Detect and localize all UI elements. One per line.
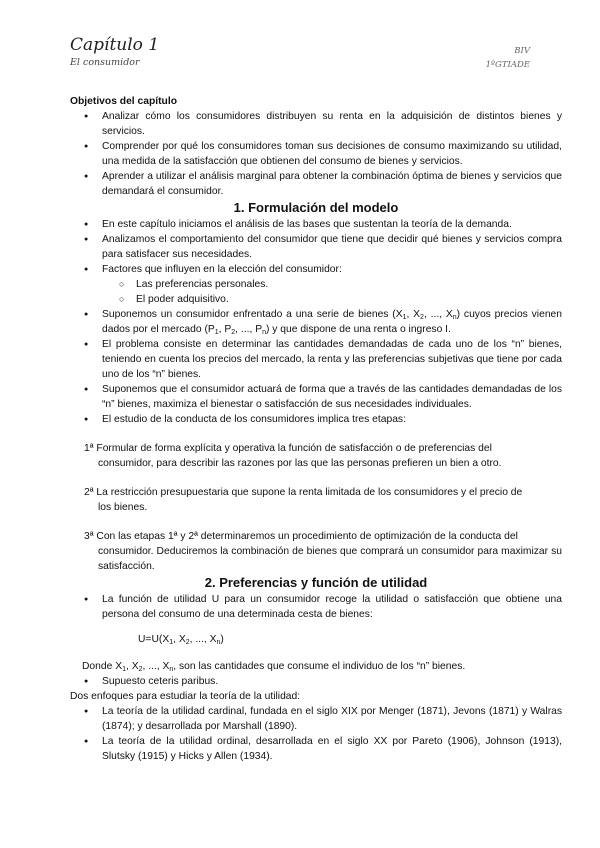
list-item: ● Aprender a utilizar el análisis marginal para obtener la combinación óptima de bienes y servicios que demandará el consumidor. xyxy=(70,169,562,199)
sub-list-item: ○ El poder adquisitivo. xyxy=(70,292,562,307)
header-course: 1ºGTIADE xyxy=(485,60,530,70)
utility-formula: $U=U(X_1$, $X_2$, ..., $X_n$) xyxy=(138,634,224,646)
approaches-list xyxy=(70,704,562,764)
list-item: ● El estudio de la conducta de los consumidores implica tres etapas: xyxy=(70,412,562,427)
section-2-list xyxy=(70,592,562,622)
list-item: ● Comprender por qué los consumidores toman sus decisiones de consumo maximizando su utilidad, una medida de la satisfacción que obtienen del consumo de bienes y servicios. xyxy=(70,139,562,169)
section-1-title: 1. Formulación del modelo xyxy=(233,200,399,215)
chapter-subtitle: El consumidor xyxy=(70,57,140,68)
section-2-title: 2. Preferencias y función de utilidad xyxy=(204,575,428,590)
list-item: ● Analizar cómo los consumidores distribuyen su renta en la adquisición de distintos bienes y servicios. xyxy=(70,109,562,139)
list-item: ● Suponemos que el consumidor actuará de forma que a través de las cantidades demandadas de los “n” bienes, maximiza el bienestar o satisfacción de sus necesidades individuales. xyxy=(70,382,562,412)
sub-list-item: ○ Las preferencias personales. xyxy=(70,277,562,292)
stage-1: 1ª Formular de forma explícita y operativa la función de satisfacción o de preferencias del consumidor, para describir las razones por las que las personas prefieren un bien a otro. xyxy=(84,443,502,469)
section-1-list xyxy=(70,217,562,277)
list-item: ● La función de utilidad U para un consumidor recoge la utilidad o satisfacción que obtiene una persona del consumo de una determinada cesta de bienes: xyxy=(70,592,562,622)
stage-2: 2ª La restricción presupuestaria que supone la renta limitada de los consumidores y el precio de los bienes. xyxy=(84,487,523,513)
approaches-intro: Dos enfoques para estudiar la teoría de la utilidad: xyxy=(70,691,301,702)
list-item: ● Analizamos el comportamiento del consumidor que tiene que decidir qué bienes y servicios compra para satisfacer sus necesidades. xyxy=(70,232,562,262)
page-header-right xyxy=(486,44,530,72)
page-header-left xyxy=(70,35,160,70)
formula-explanation: Donde $X_1$, $X_2$, ..., $X_n$, son las cantidades que consume el individuo de los “n” bienes. xyxy=(82,661,466,673)
list-item: ● Factores que influyen en la elección del consumidor: xyxy=(70,262,562,277)
section-1-list-cont xyxy=(70,307,562,427)
objectives-list xyxy=(70,109,562,199)
list-item: ● El problema consiste en determinar las cantidades demandadas de cada uno de los “n” bienes, teniendo en cuenta los precios del mercado, la renta y las preferencias subjetivas que tiene por cada uno de los “n” bienes. xyxy=(70,337,562,382)
list-item: ● Supuesto ceteris paribus. xyxy=(70,674,562,689)
objectives-heading: Objetivos del capítulo xyxy=(70,96,177,107)
list-item: ● La teoría de la utilidad cardinal, fundada en el siglo XIX por Menger (1871), Jevons (1871) y Walras (1874); y desarrollada por Marshall (1890). xyxy=(70,704,562,734)
list-item-goods: ● Suponemos un consumidor enfrentado a una serie de bienes ($X_1$, $X_2$, ..., $X_n$) cuyos precios vienen dados por el mercado ($P_1$, $P_2$, ..., $P_n$) y que dispone de una renta o ingreso I. xyxy=(70,307,562,337)
stage-3: 3ª Con las etapas 1ª y 2ª determinaremos un procedimiento de optimización de la conducta del consumidor. Deduciremos la combinación de bienes que comprará un consumidor para maximizar su satisfacción. xyxy=(84,531,562,572)
factors-sublist xyxy=(70,277,562,307)
ceteris-list xyxy=(70,674,562,689)
chapter-title: Capítulo 1 xyxy=(70,35,160,55)
list-item: ● La teoría de la utilidad ordinal, desarrollada en el siglo XX por Pareto (1906), Johnson (1913), Slutsky (1915) y Hicks y Allen (1934). xyxy=(70,734,562,764)
list-item: ● En este capítulo iniciamos el análisis de las bases que sustentan la teoría de la demanda. xyxy=(70,217,562,232)
header-author: BIV xyxy=(514,46,530,56)
document-body xyxy=(70,94,562,764)
